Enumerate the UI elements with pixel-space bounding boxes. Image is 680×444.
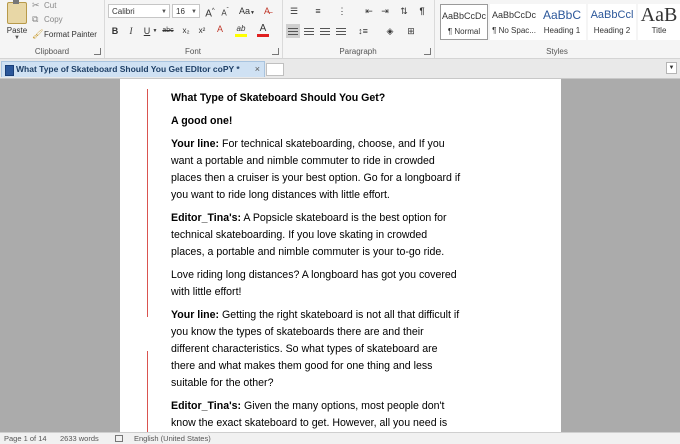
font-group-label: Font: [184, 47, 201, 56]
copy-button[interactable]: ⧉ Copy: [32, 14, 63, 24]
highlight-button[interactable]: ab: [234, 22, 248, 36]
document-subtitle: A good one!: [171, 115, 233, 127]
chevron-down-icon: ▼: [250, 10, 255, 16]
increase-indent-button[interactable]: [378, 4, 392, 18]
style-title[interactable]: AaB Title: [638, 4, 680, 40]
chevron-down-icon: ▼: [161, 9, 167, 15]
tab-list-dropdown[interactable]: [666, 62, 677, 74]
decrease-indent-button[interactable]: [362, 4, 376, 18]
font-name-dropdown[interactable]: Calibri ▼: [108, 4, 170, 18]
align-left-button[interactable]: [286, 24, 300, 38]
paragraph-group: [282, 0, 435, 58]
italic-button[interactable]: I: [129, 26, 133, 36]
status-bar: [0, 432, 680, 444]
track-change-bar: [147, 351, 148, 432]
format-painter-button[interactable]: 🖌 Format Painter: [32, 29, 97, 39]
document-tab-title: What Type of Skateboard Should You Get EDItor coPY *: [16, 64, 240, 74]
style-heading-2[interactable]: AaBbCcl Heading 2: [588, 4, 636, 40]
styles-group: [434, 0, 680, 58]
align-right-button[interactable]: [318, 24, 332, 38]
underline-button[interactable]: U: [143, 26, 151, 36]
font-group: [104, 0, 283, 58]
document-tab[interactable]: [1, 61, 265, 77]
numbering-button[interactable]: [310, 4, 326, 18]
clipboard-group: [0, 0, 105, 58]
show-marks-button[interactable]: ¶: [419, 6, 425, 16]
shading-button[interactable]: [382, 24, 398, 38]
style-heading-1[interactable]: AaBbC Heading 1: [538, 4, 586, 40]
text-effects-icon: A: [216, 24, 223, 34]
paragraph: Your line: Getting the right skateboard is not all that difficult if you know the types of skateboards there are and their different characteristics. So what types of skateboard are there and what makes them good for one thing and less suitable for the other?: [171, 309, 460, 389]
chevron-down-icon: ▼: [14, 35, 20, 41]
paint-bucket-icon: ◈: [386, 26, 394, 36]
clipboard-launcher-icon[interactable]: [94, 48, 101, 55]
clipboard-icon: [7, 2, 27, 24]
document-tab-bar: [0, 59, 680, 79]
font-launcher-icon[interactable]: [272, 48, 279, 55]
bold-button[interactable]: B: [111, 26, 119, 36]
font-color-button[interactable]: A: [256, 22, 270, 36]
paragraph: Your line: For technical skateboarding, choose, and If you want a portable and nimble commuter to ride in crowded places then a cruiser is your best option. Go for a longboard if you want to ride long distances with little effort.: [171, 138, 461, 201]
word-document-icon: [5, 65, 14, 76]
line-spacing-icon: ↕≡: [358, 26, 368, 36]
ribbon: [0, 0, 680, 59]
subscript-button[interactable]: x₂: [182, 26, 190, 35]
bullet-list-icon: ☰: [289, 6, 299, 16]
sort-button[interactable]: [398, 4, 410, 18]
multilevel-list-button[interactable]: [334, 4, 350, 18]
paragraph: Love riding long distances? A longboard has got you covered with little effort!: [171, 269, 457, 298]
align-center-icon: [304, 28, 314, 36]
bullets-button[interactable]: [286, 4, 302, 18]
justify-icon: [336, 28, 346, 36]
numbered-list-icon: ≡: [315, 6, 321, 16]
font-color-bar: [257, 34, 269, 37]
document-title: What Type of Skateboard Should You Get?: [171, 92, 386, 104]
styles-group-label: Styles: [546, 47, 568, 56]
highlight-color-bar: [235, 34, 247, 37]
grow-font-button[interactable]: A^: [205, 8, 215, 20]
shrink-font-button[interactable]: $A^ˇ$: [221, 8, 229, 18]
borders-icon: ⊞: [407, 26, 415, 36]
clear-formatting-icon: A̶: [263, 6, 270, 16]
proofing-icon[interactable]: [115, 435, 123, 442]
align-right-icon: [320, 28, 330, 36]
cut-button[interactable]: ✂ Cut: [32, 0, 57, 10]
change-case-button[interactable]: Aa▼: [239, 6, 255, 16]
document-body[interactable]: [171, 90, 461, 432]
document-page[interactable]: [120, 79, 561, 432]
language-indicator[interactable]: English (United States): [134, 434, 211, 443]
decrease-indent-icon: ⇤: [365, 6, 373, 16]
copy-icon: ⧉: [32, 14, 39, 24]
scissors-icon: ✂: [32, 0, 40, 10]
clear-formatting-button[interactable]: [260, 4, 274, 18]
word-count[interactable]: 2633 words: [60, 434, 99, 443]
brush-icon: 🖌: [32, 29, 44, 39]
paste-button[interactable]: Paste ▼: [4, 2, 30, 41]
paragraph: Editor_Tina's: Given the many options, most people don't know the exact skateboard to get. However, all you need is: [171, 400, 448, 429]
paragraph: Editor_Tina's: A Popsicle skateboard is the best option for technical skateboarding. If you love skating in crowded places, a portable and nimble commuter is your to-go ride.: [171, 212, 447, 258]
new-tab-button[interactable]: [266, 63, 284, 76]
paragraph-launcher-icon[interactable]: [424, 48, 431, 55]
chevron-down-icon[interactable]: ▼: [152, 28, 158, 34]
paragraph-group-label: Paragraph: [339, 47, 377, 56]
multilevel-list-icon: ⋮: [337, 6, 347, 16]
borders-button[interactable]: [402, 24, 420, 38]
justify-button[interactable]: [334, 24, 348, 38]
chevron-down-icon: ▼: [668, 65, 675, 71]
align-center-button[interactable]: [302, 24, 316, 38]
strikethrough-button[interactable]: abc: [162, 27, 174, 34]
align-left-icon: [288, 28, 298, 36]
chevron-down-icon: ▼: [191, 9, 197, 15]
page-count[interactable]: Page 1 of 14: [4, 434, 47, 443]
text-effects-button[interactable]: [214, 22, 226, 36]
font-size-dropdown[interactable]: 16 ▼: [172, 4, 200, 18]
line-spacing-button[interactable]: [354, 24, 372, 38]
sort-icon: ⇅: [400, 6, 408, 16]
superscript-button[interactable]: x²: [198, 26, 206, 35]
clipboard-group-label: Clipboard: [34, 47, 70, 56]
style-normal[interactable]: AaBbCcDc ¶ Normal: [440, 4, 488, 40]
style-no-spacing[interactable]: AaBbCcDc ¶ No Spac...: [490, 4, 538, 40]
increase-indent-icon: ⇥: [381, 6, 389, 16]
close-icon[interactable]: ×: [254, 64, 260, 74]
track-change-bar: [147, 89, 148, 317]
